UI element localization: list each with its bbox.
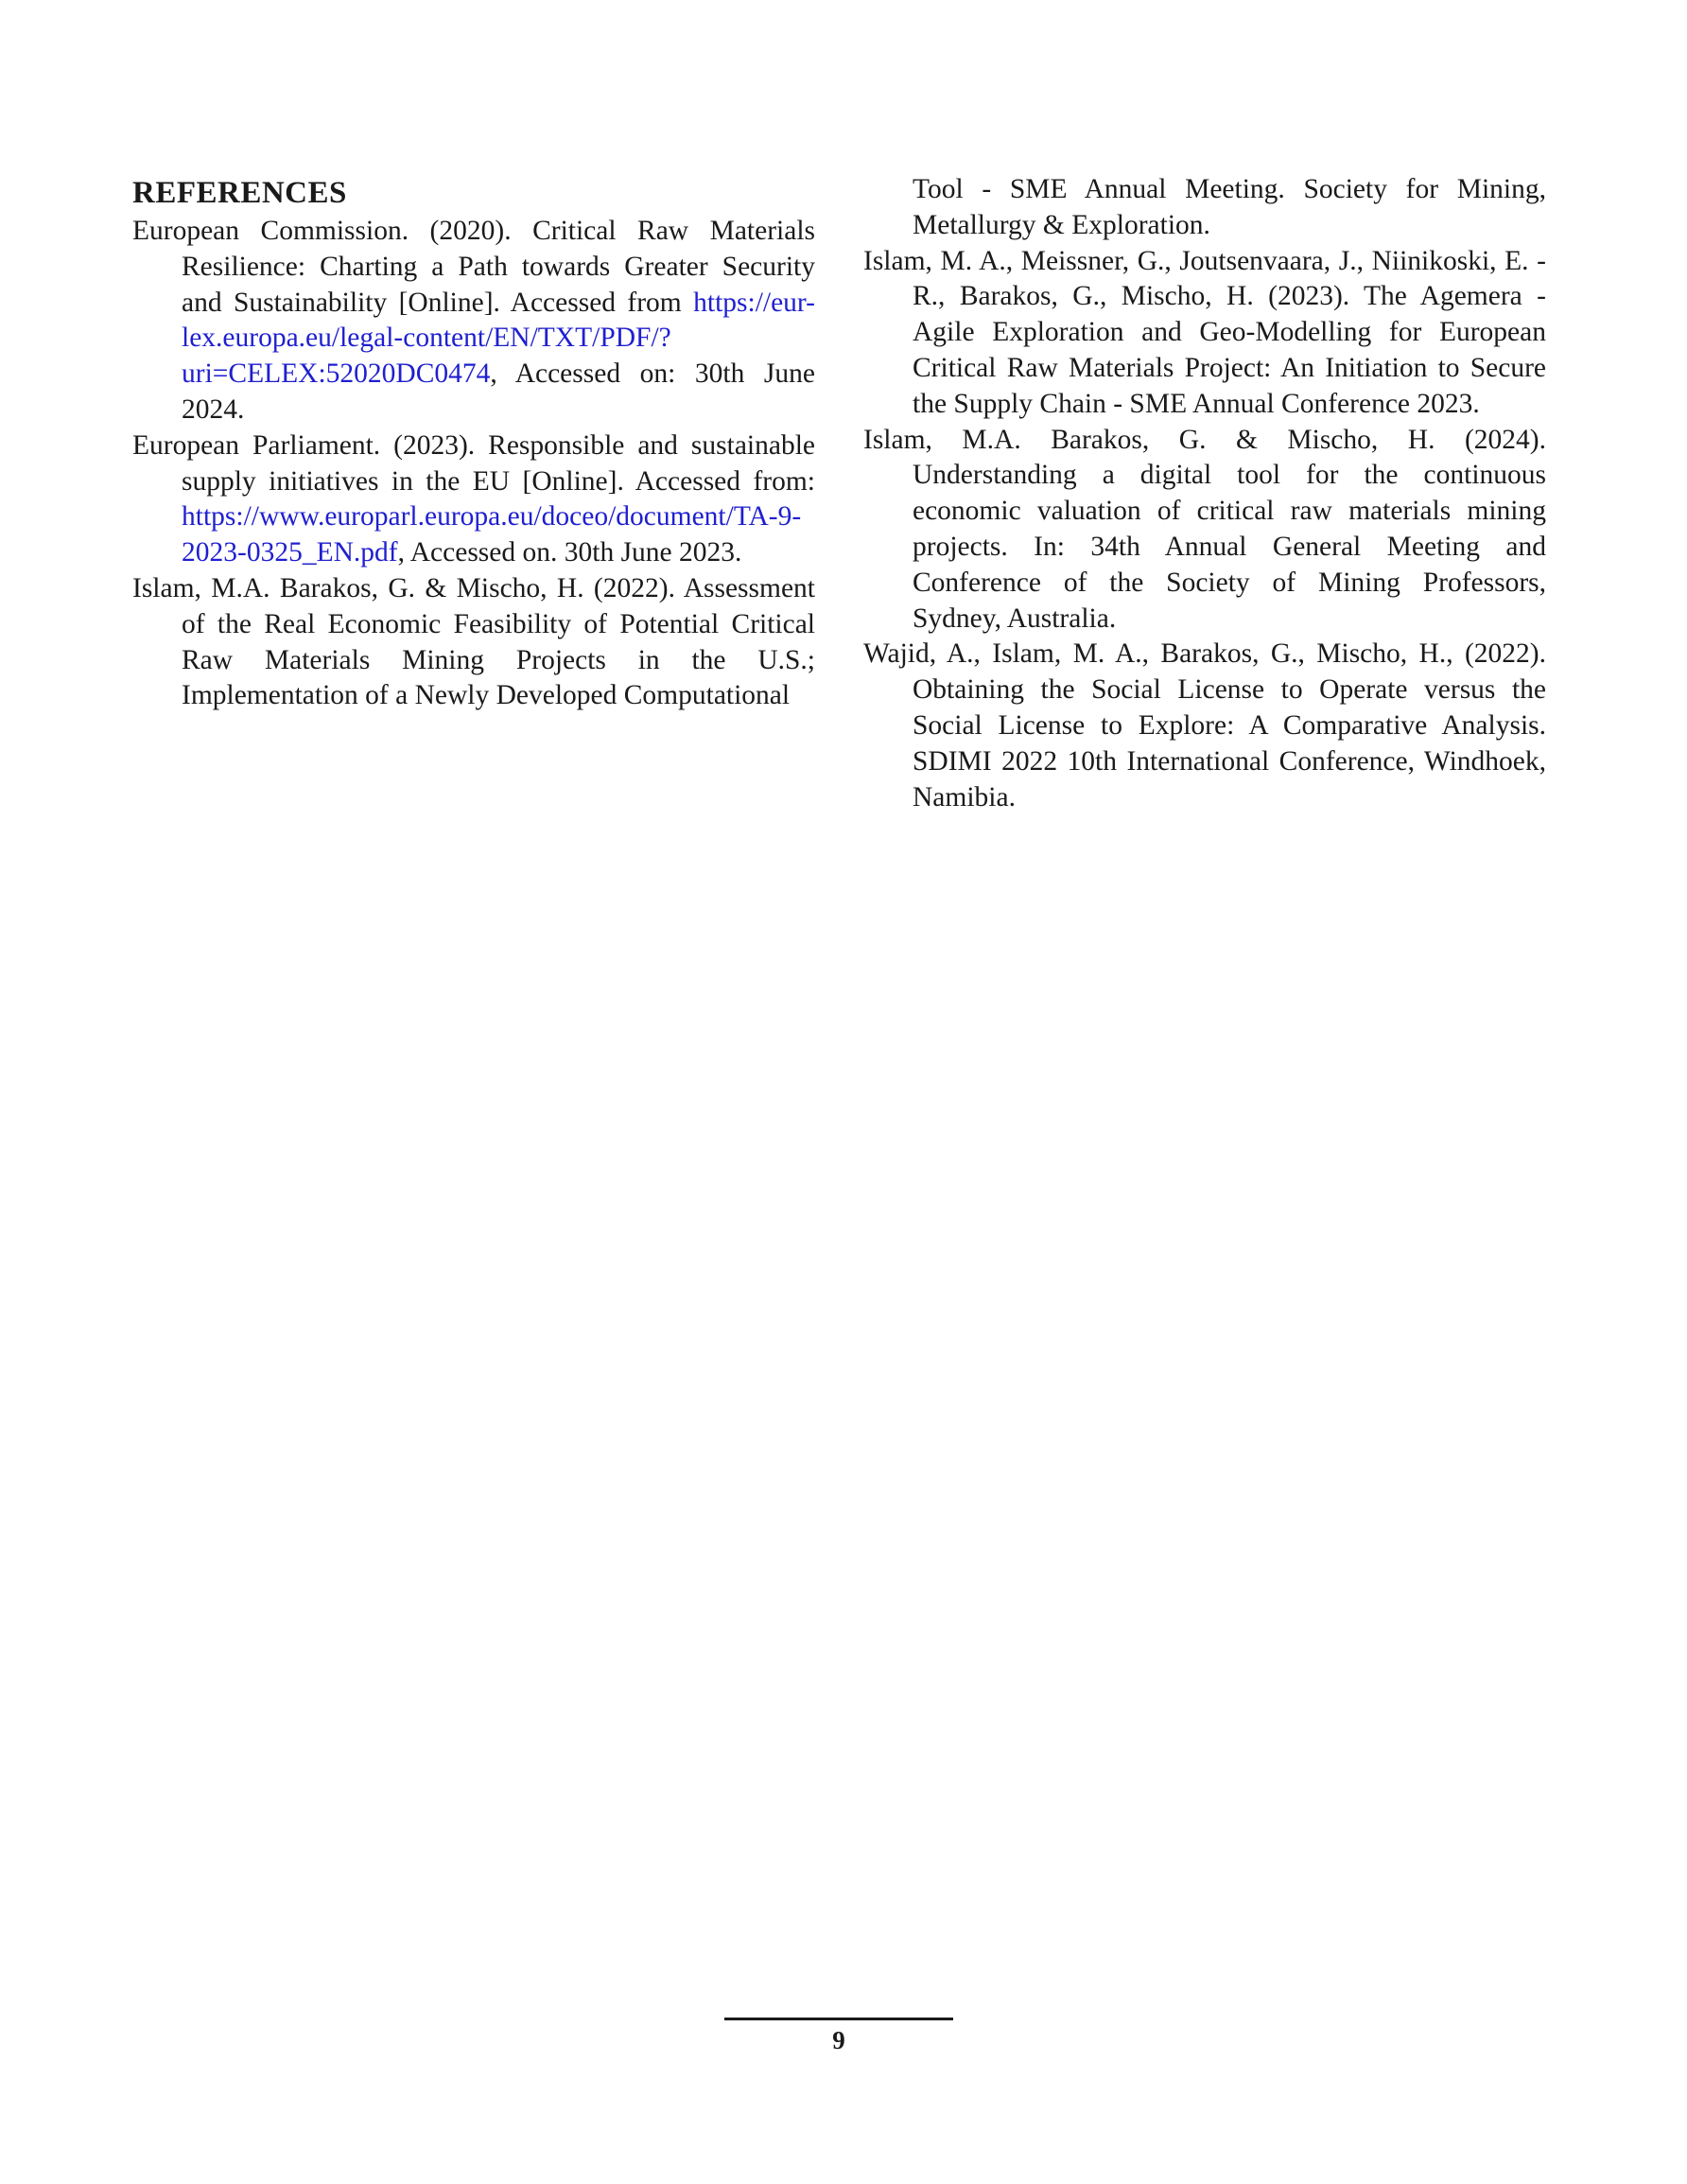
reference-link[interactable]: https://eur-lex.europa.eu/legal-content/EN/TXT/PDF/?uri=CELEX:52020DC0474 [182, 287, 815, 390]
reference-text: European Parliament. (2023). Responsible and sustainable supply initiatives in the EU [Online]. Accessed from: [132, 429, 815, 497]
left-column [132, 172, 815, 714]
reference-text: European Commission. (2020). Critical Raw Materials Resilience: Charting a Path towards Greater Security and Sustainability [Online]. Accessed from [132, 216, 815, 318]
reference-continuation: Tool - SME Annual Meeting. Society for Mining, Metallurgy & Exploration. [913, 174, 1546, 240]
page-number: 9 [832, 2026, 845, 2054]
reference-entry [132, 428, 815, 571]
reference-text: , Accessed on. 30th June 2023. [397, 537, 742, 568]
reference-text: Islam, M.A. Barakos, G. & Mischo, H. (2022). Assessment of the Real Economic Feasibility of Potential Critical Raw Materials Mining Projects in the U.S.; Implementation of a Newly Developed Computational [132, 572, 815, 711]
reference-entry: Wajid, A., Islam, M. A., Barakos, G., Mischo, H., (2022). Obtaining the Social License to Operate versus the Social License to Explore: A Comparative Analysis. SDIMI 2022 10th International Conference, Windhoek, Namibia. [863, 638, 1546, 812]
reference-entry: Islam, M. A., Meissner, G., Joutsenvaara, J., Niinikoski, E. -R., Barakos, G., Mischo, H. (2023). The Agemera - Agile Exploration and Geo-Modelling for European Critical Raw Materials Project: An Initiation to Secure the Supply Chain - SME Annual Conference 2023. [863, 245, 1546, 419]
reference-entry [132, 214, 815, 428]
references-heading: REFERENCES [132, 176, 347, 210]
reference-link[interactable]: https://www.europarl.europa.eu/doceo/document/TA-9-2023-0325_EN.pdf [182, 501, 802, 568]
reference-text: , Accessed on: 30th June 2024. [182, 358, 815, 425]
reference-entry: Islam, M.A. Barakos, G. & Mischo, H. (2024). Understanding a digital tool for the continuous economic valuation of critical raw materials mining projects. In: 34th Annual General Meeting and Conference of the Society of Mining Professors, Sydney, Australia. [863, 424, 1546, 634]
reference-entry [132, 571, 815, 714]
right-column [863, 172, 1546, 815]
footer-divider [724, 2018, 953, 2020]
